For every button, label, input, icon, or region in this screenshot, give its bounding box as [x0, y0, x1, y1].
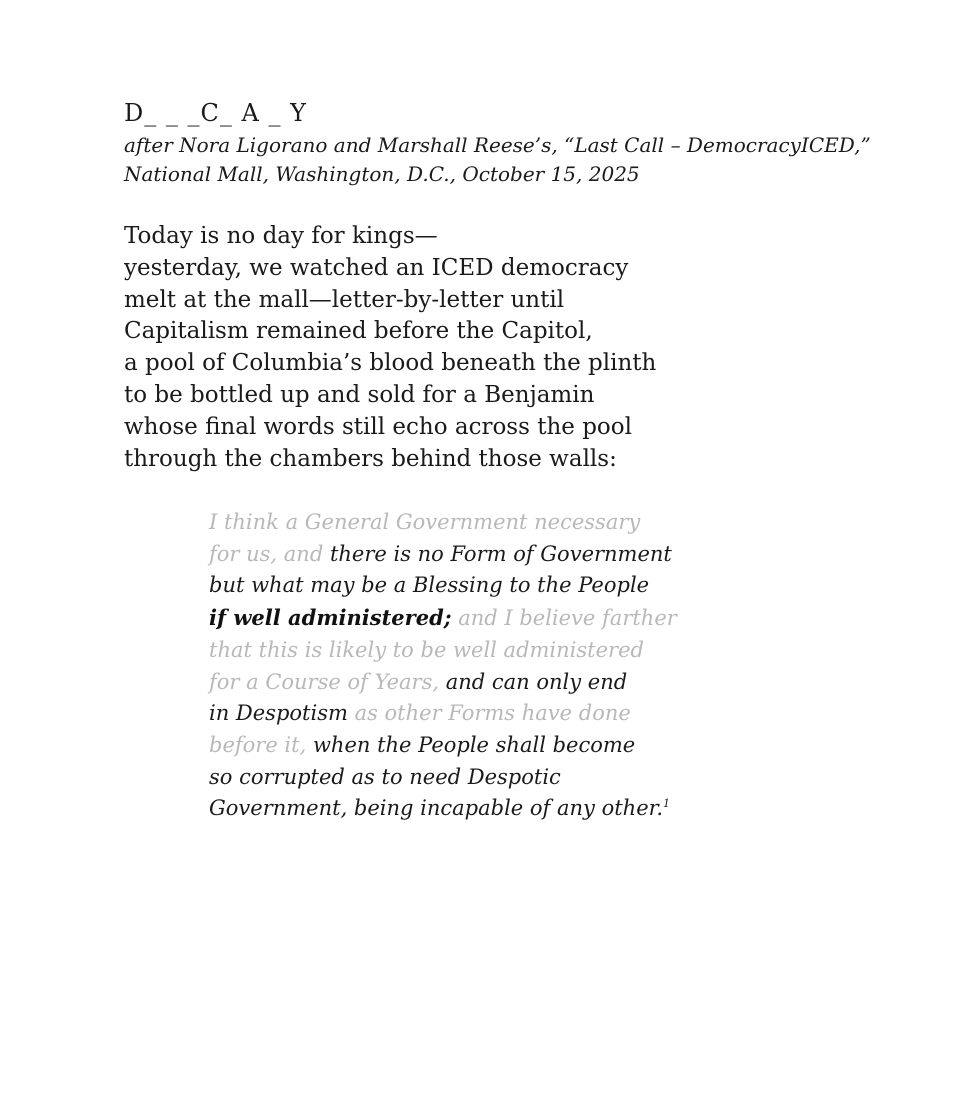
quote-line: [209, 730, 729, 762]
footnote-marker: 1: [663, 797, 671, 811]
retained-text: so corrupted as to need Despotic: [209, 764, 561, 789]
quote-line: [209, 667, 729, 699]
poem-line: a pool of Columbia’s blood beneath the plinth: [124, 350, 657, 377]
retained-text: in Despotism: [209, 701, 348, 726]
retained-text: Government, being incapable of any other.: [209, 796, 664, 821]
erased-text: I think a General Government necessary: [209, 510, 641, 534]
erased-text: for a Course of Years,: [209, 669, 446, 694]
poem-line: yesterday, we watched an ICED democracy: [124, 254, 629, 281]
quote-line: [209, 570, 729, 602]
erasure-quotation: [209, 507, 729, 825]
erased-text: and I believe farther: [451, 606, 677, 631]
quote-line: [209, 698, 729, 730]
retained-text: when the People shall become: [312, 732, 636, 757]
poem-line: melt at the mall—letter-by-letter until: [124, 286, 565, 313]
retained-text: but what may be a Blessing to the People: [209, 573, 650, 598]
dedication-line: National Mall, Washington, D.C., October 15, 2025: [124, 162, 640, 186]
erased-text: for us, and: [209, 541, 330, 566]
retained-text: and can only end: [445, 669, 628, 694]
emphasized-text: if well administered;: [209, 605, 452, 631]
retained-text: there is no Form of Government: [329, 541, 672, 566]
poem-stanza: [124, 221, 724, 475]
quote-line: [209, 762, 729, 794]
epigraph-dedication: [124, 131, 871, 189]
erased-text: before it,: [209, 732, 313, 757]
quote-line: [209, 793, 729, 825]
poem-line: Today is no day for kings—: [124, 223, 438, 249]
erased-text: as other Forms have done: [347, 701, 631, 726]
poem-title: D_ _ _C_ A _ Y: [124, 99, 307, 127]
erased-text: that this is likely to be well administered: [209, 637, 644, 662]
dedication-line: after Nora Ligorano and Marshall Reese’s, “Last Call – DemocracyICED,”: [124, 133, 871, 157]
quote-line: [209, 507, 729, 539]
quote-line: [209, 635, 729, 667]
quote-line: [209, 602, 729, 635]
poem-line: through the chambers behind those walls:: [124, 445, 617, 472]
poem-line: to be bottled up and sold for a Benjamin: [124, 381, 595, 408]
poem-line: Capitalism remained before the Capitol,: [124, 318, 593, 345]
quote-line: [209, 539, 729, 571]
poem-line: whose final words still echo across the pool: [124, 413, 632, 440]
